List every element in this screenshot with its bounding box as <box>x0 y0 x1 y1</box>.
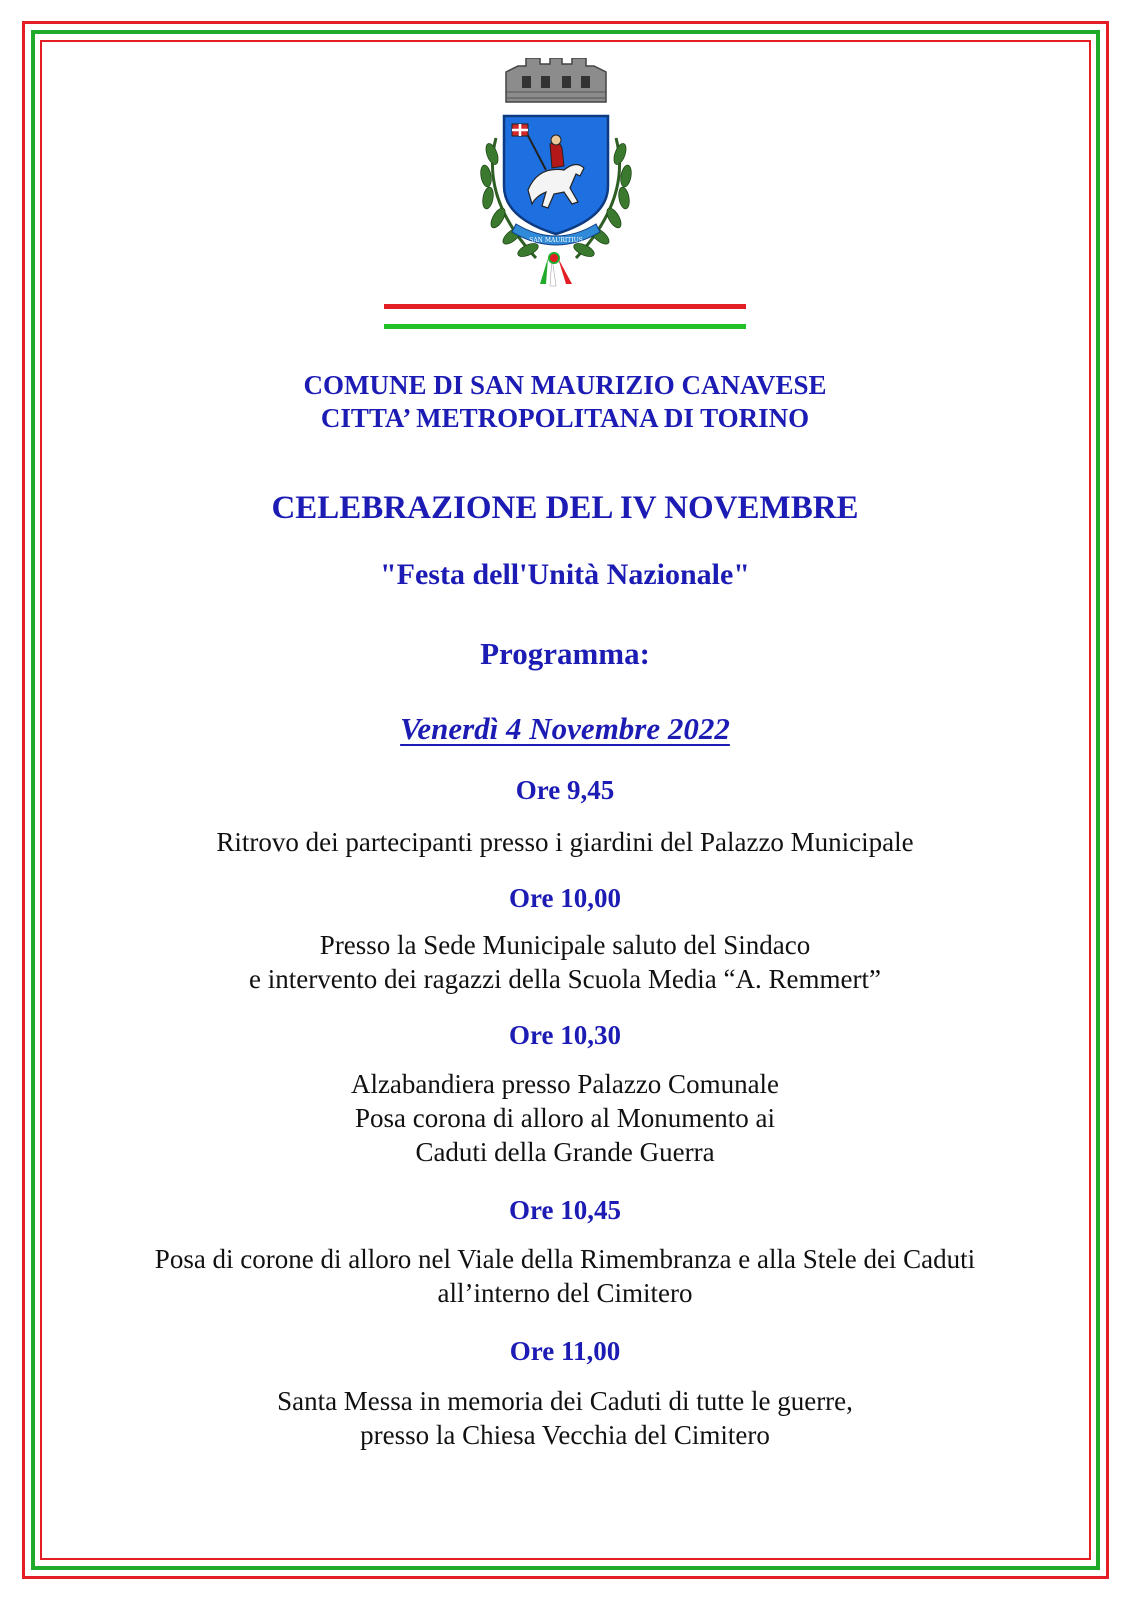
program-label: Programma: <box>480 636 650 671</box>
schedule-time: Ore 11,00 <box>509 1336 621 1366</box>
event-title: CELEBRAZIONE DEL IV NOVEMBRE <box>271 490 859 526</box>
schedule-line: Santa Messa in memoria dei Caduti di tutte le guerre, <box>277 1386 853 1416</box>
tricolor-bow-icon <box>540 253 572 286</box>
schedule-description <box>0 1242 1130 1310</box>
schedule-line: Posa di corone di alloro nel Viale della Rimembranza e alla Stele dei Caduti <box>154 1244 976 1274</box>
municipality-name: COMUNE DI SAN MAURIZIO CANAVESE <box>303 370 827 400</box>
schedule-description <box>0 1384 1130 1452</box>
schedule-line: all’interno del Cimitero <box>437 1278 693 1308</box>
schedule-description <box>0 825 1130 859</box>
schedule-time: Ore 10,00 <box>509 883 621 913</box>
schedule-line: presso la Chiesa Vecchia del Cimitero <box>360 1420 770 1450</box>
schedule-line: Presso la Sede Municipale saluto del Sindaco <box>319 930 811 960</box>
schedule-description <box>0 1067 1130 1169</box>
schedule-line: Caduti della Grande Guerra <box>415 1137 715 1167</box>
schedule-line: e intervento dei ragazzi della Scuola Media “A. Remmert” <box>249 964 881 994</box>
schedule-line: Alzabandiera presso Palazzo Comunale <box>350 1069 780 1099</box>
event-date: Venerdì 4 Novembre 2022 <box>400 711 730 746</box>
tricolor-divider-red <box>384 304 746 309</box>
schedule-time: Ore 10,30 <box>509 1020 621 1050</box>
schedule-line: Posa corona di alloro al Monumento ai <box>355 1103 775 1133</box>
schedule-time: Ore 10,45 <box>509 1195 621 1225</box>
svg-text:SAN MAURITIUS: SAN MAURITIUS <box>529 237 583 244</box>
crown-icon <box>506 58 606 102</box>
schedule-line: Ritrovo dei partecipanti presso i giardini del Palazzo Municipale <box>216 827 914 857</box>
shield-icon <box>504 116 608 234</box>
schedule-time: Ore 9,45 <box>515 775 615 805</box>
tricolor-divider-green <box>384 324 746 329</box>
municipal-crest-icon <box>466 58 646 288</box>
event-subtitle: "Festa dell'Unità Nazionale" <box>380 558 750 591</box>
metropolitan-city: CITTA’ METROPOLITANA DI TORINO <box>320 403 810 433</box>
schedule-description <box>0 928 1130 996</box>
